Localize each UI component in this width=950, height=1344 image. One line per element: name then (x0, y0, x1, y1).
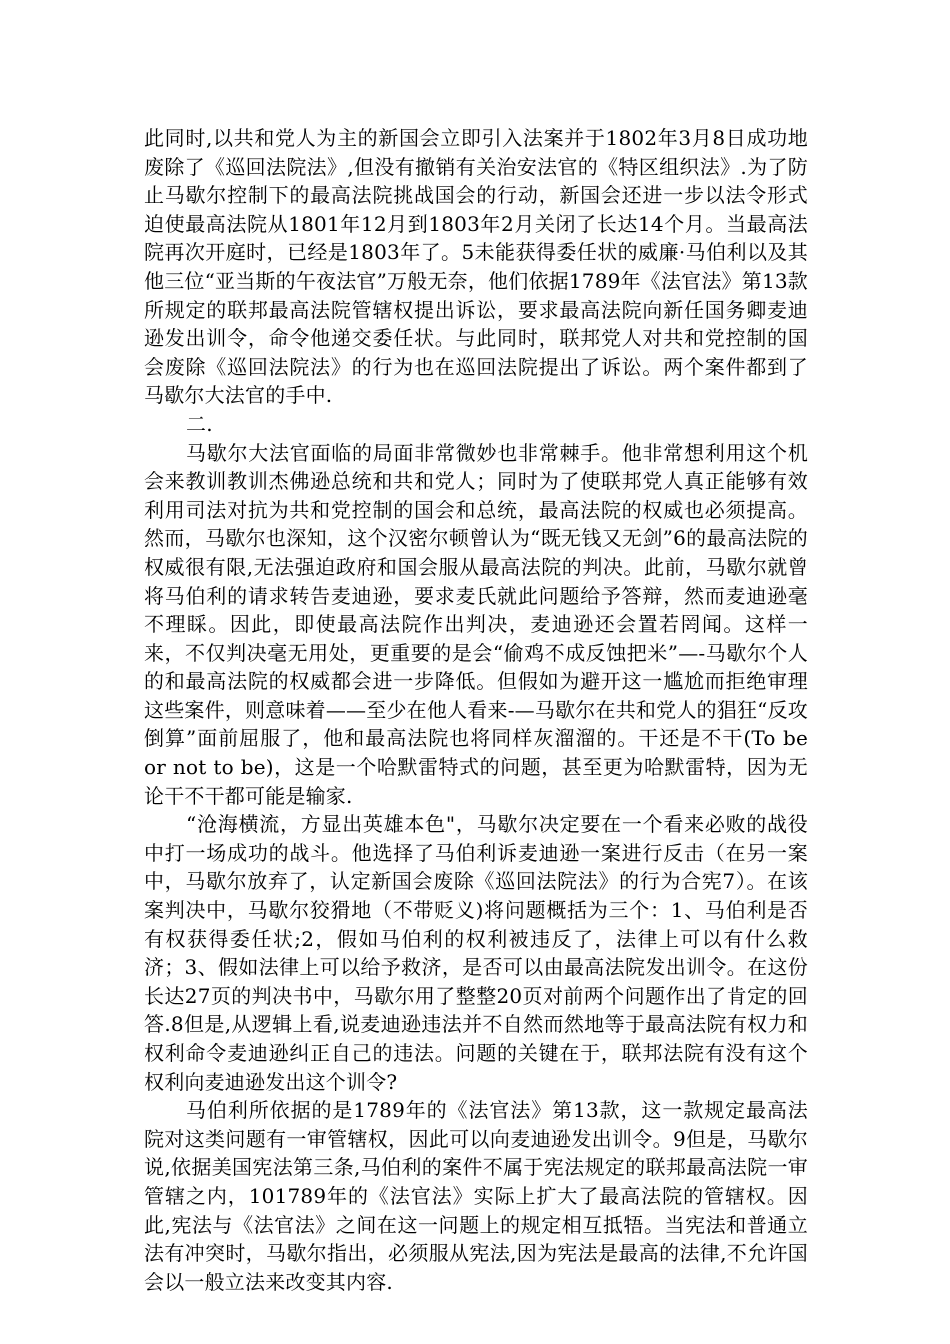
paragraph-marshall-dilemma: 马歇尔大法官面临的局面非常微妙也非常棘手。他非常想利用这个机会来教训教训杰佛逊总统和共和党人；同时为了使联邦党人真正能够有效利用司法对抗为共和党控制的国会和总统，最高法院的权威也必须提高。然而，马歇尔也深知，这个汉密尔顿曾认为“既无钱又无剑”6的最高法院的权威很有限,无法强迫政府和国会服从最高法院的判决。此前，马歇尔就曾将马伯利的请求转告麦迪逊，要求麦氏就此问题给予答辩，然而麦迪逊毫不理睬。因此，即使最高法院作出判决，麦迪逊还会置若罔闻。这样一来，不仅判决毫无用处，更重要的是会“偷鸡不成反蚀把米”—-马歇尔个人的和最高法院的权威都会进一步降低。但假如为避开这一尴尬而拒绝审理这些案件，则意味着——至少在他人看来-—马歇尔在共和党人的猖狂“反攻倒算”面前屈服了，他和最高法院也将同样灰溜溜的。干还是不干(To be or not to be)，这是一个哈默雷特式的问题，甚至更为哈默雷特，因为无论干不干都可能是输家. (144, 440, 808, 808)
document-body (144, 124, 808, 1296)
paragraph-marbury-case: “沧海横流，方显出英雄本色"，马歇尔决定要在一个看来必败的战役中打一场成功的战斗。他选择了马伯利诉麦迪逊一案进行反击（在另一案中，马歇尔放弃了，认定新国会废除《巡回法院法》的行为合宪7）。在该案判决中，马歇尔狡猾地（不带贬义)将问题概括为三个：1、马伯利是否有权获得委任状;2，假如马伯利的权利被违反了，法律上可以有什么救济；3、假如法律上可以给予救济，是否可以由最高法院发出训令。在这份长达27页的判决书中，马歇尔用了整整20页对前两个问题作出了肯定的回答.8但是,从逻辑上看,说麦迪逊违法并不自然而然地等于最高法院有权力和权利命令麦迪逊纠正自己的违法。问题的关键在于，联邦法院有没有这个权利向麦迪逊发出这个训令? (144, 812, 808, 1094)
paragraph-continuation: 此同时,以共和党人为主的新国会立即引入法案并于1802年3月8日成功地废除了《巡回法院法》,但没有撤销有关治安法官的《特区组织法》.为了防止马歇尔控制下的最高法院挑战国会的行动，新国会还进一步以法令形式迫使最高法院从1801年12月到1803年2月关闭了长达14个月。当最高法院再次开庭时，已经是1803年了。5未能获得委任状的威廉·马伯利以及其他三位“亚当斯的午夜法官”万般无奈，他们依据1789年《法官法》第13款所规定的联邦最高法院管辖权提出诉讼，要求最高法院向新任国务卿麦迪逊发出训令，命令他递交委任状。与此同时，联邦党人对共和党控制的国会废除《巡回法院法》的行为也在巡回法院提出了诉讼。两个案件都到了马歇尔大法官的手中. (144, 126, 808, 408)
paragraph-judiciary-act: 马伯利所依据的是1789年的《法官法》第13款，这一款规定最高法院对这类问题有一审管辖权，因此可以向麦迪逊发出训令。9但是，马歇尔说,依据美国宪法第三条,马伯利的案件不属于宪法规定的联邦最高法院一审管辖之内，101789年的《法官法》实际上扩大了最高法院的管辖权。因此,宪法与《法官法》之间在这一问题上的规定相互抵牾。当宪法和普通立法有冲突时，马歇尔指出，必须服从宪法,因为宪法是最高的法律,不允许国会以一般立法来改变其内容. (144, 1098, 808, 1294)
section-heading-two: 二. (186, 411, 213, 436)
